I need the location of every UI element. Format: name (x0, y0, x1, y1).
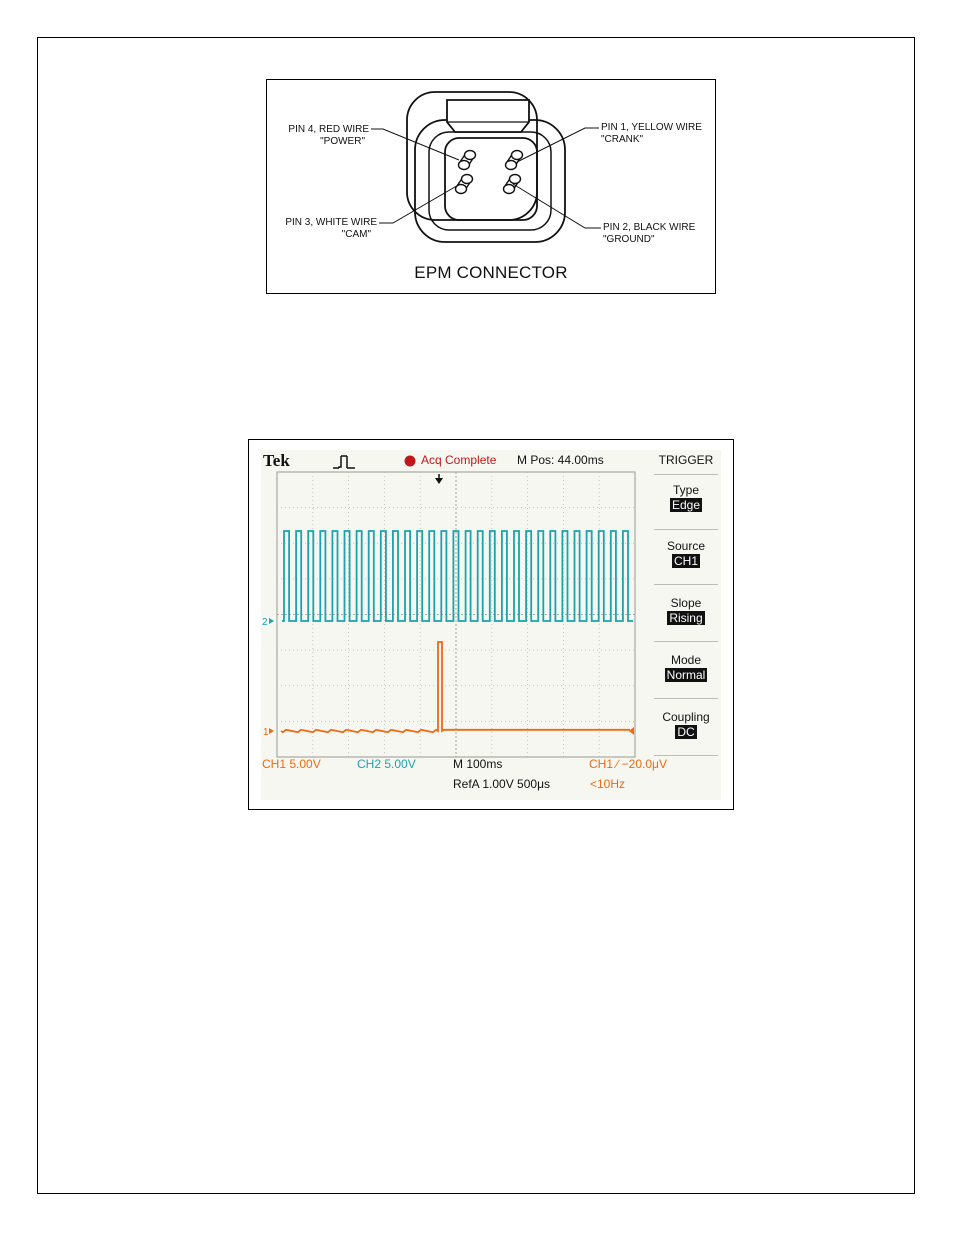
pin4-label-line2: "POWER" (320, 136, 365, 147)
leader-pin3 (379, 184, 460, 223)
leader-pin2 (513, 184, 601, 228)
acq-status-dot-icon (404, 455, 416, 467)
ch2-marker-arrow (269, 618, 274, 624)
scope-screen (261, 450, 721, 800)
epm-caption: EPM CONNECTOR (414, 263, 568, 282)
pin1-label (601, 122, 713, 146)
menu-source[interactable] (652, 539, 720, 568)
menu-separator (654, 755, 718, 756)
menu-type-label: Type (672, 483, 699, 497)
menu-separator (654, 641, 718, 642)
menu-coupling-value: DC (677, 725, 695, 739)
trigger-level-readout: CH1 ∕ −20.0μV (589, 757, 667, 771)
epm-connector-figure (266, 79, 716, 294)
timebase-readout: M 100ms (453, 757, 503, 771)
pin-2 (504, 175, 521, 194)
ch2-scale: CH2 5.00V (357, 757, 416, 771)
menu-type-value: Edge (671, 498, 701, 512)
pin3-label-line1: PIN 3, WHITE WIRE (285, 217, 377, 228)
menu-type[interactable] (652, 483, 720, 512)
pin3-label (271, 217, 377, 241)
pin1-label-line2: "CRANK" (601, 134, 644, 145)
trigger-menu-title: TRIGGER (658, 453, 714, 467)
pin1-label-line1: PIN 1, YELLOW WIRE (601, 122, 702, 133)
ch1-trace (281, 642, 630, 732)
menu-source-value: CH1 (673, 554, 698, 568)
pin-3 (456, 175, 473, 194)
pin4-label (273, 124, 369, 148)
menu-mode[interactable] (652, 653, 720, 682)
leader-pin1 (517, 128, 599, 162)
menu-coupling[interactable] (652, 710, 720, 739)
pin2-label (603, 222, 711, 246)
acq-status: Acq Complete (421, 453, 497, 467)
menu-coupling-label: Coupling (662, 710, 710, 724)
oscilloscope-figure (248, 439, 734, 810)
refa-readout: RefA 1.00V 500μs (453, 777, 550, 791)
menu-separator (654, 529, 718, 530)
tek-logo: Tek (263, 451, 290, 470)
menu-separator (654, 584, 718, 585)
ch1-scale: CH1 5.00V (262, 757, 321, 771)
pin2-label-line1: PIN 2, BLACK WIRE (603, 222, 696, 233)
ch1-marker-arrow (269, 728, 274, 734)
ch2-trace (282, 531, 633, 621)
pin4-label-line1: PIN 4, RED WIRE (288, 124, 369, 135)
menu-separator (654, 474, 718, 475)
menu-source-label: Source (666, 539, 706, 553)
ch1-marker: 1 (263, 727, 269, 738)
m-pos-readout: M Pos: 44.00ms (517, 453, 604, 467)
pin2-label-line2: "GROUND" (603, 234, 655, 245)
pulse-trigger-icon (333, 454, 357, 470)
ch1-trigger-level-marker (629, 727, 634, 735)
pin-4 (459, 151, 476, 170)
menu-slope[interactable] (652, 596, 720, 625)
menu-separator (654, 698, 718, 699)
connector-face (445, 138, 537, 220)
menu-slope-label: Slope (670, 596, 702, 610)
pin3-label-line2: "CAM" (341, 229, 371, 240)
menu-mode-value: Normal (666, 668, 706, 682)
menu-slope-value: Rising (669, 611, 703, 625)
menu-mode-label: Mode (670, 653, 702, 667)
connector-latch (447, 100, 529, 132)
trigger-frequency: <10Hz (590, 777, 626, 791)
ch2-marker: 2 (262, 617, 268, 628)
scope-graticule (261, 470, 651, 770)
